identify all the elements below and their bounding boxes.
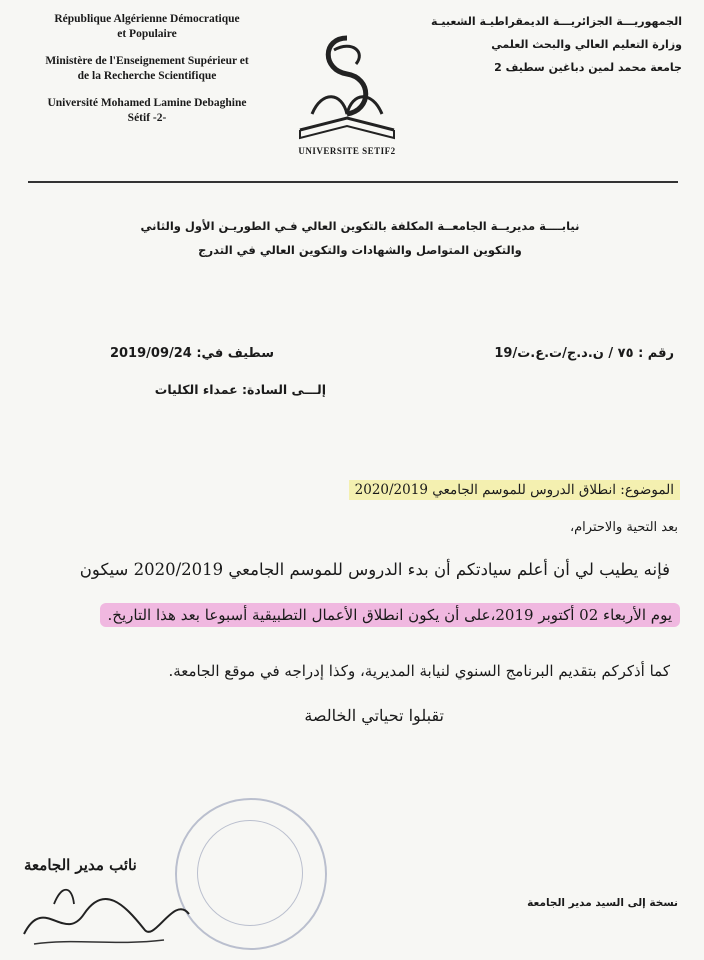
paragraph-3: كما أذكركم بتقديم البرنامج السنوي لنيابة المديرية، وكذا إدراجه في موقع الجامعة.: [168, 662, 670, 680]
greeting: بعد التحية والاحترام،: [569, 520, 678, 535]
paragraph-1: فإنه يطيب لي أن أعلم سيادتكم أن بدء الدروس للموسم الجامعي 2020/2019 سيكون: [79, 560, 670, 579]
fr-university-line1: Université Mohamed Lamine Debaghine: [47, 97, 247, 109]
subject-line: [349, 482, 680, 498]
header-ar: [422, 14, 682, 75]
ar-ministry-line: وزارة التعليم العالي والبحث العلمي: [491, 38, 682, 51]
office-title-line1: نيابــــة مديريــة الجامعــة المكلفة بالتكوين العالي فـي الطوريـن الأول والثاني: [140, 219, 580, 233]
university-emblem-icon: [292, 30, 402, 142]
copy-note: نسخة إلى السيد مدير الجامعة: [527, 897, 678, 909]
recipient-line: إلـــى السادة: عمداء الكليات: [154, 382, 326, 397]
ar-university-line: جامعة محمد لمين دباغين سطيف 2: [494, 61, 682, 74]
paragraph-2: [100, 606, 681, 624]
header-fr: [22, 12, 272, 126]
closing-line: تقبلوا تحياتي الخالصة: [304, 706, 444, 725]
fr-republic-line2: et Populaire: [117, 28, 177, 40]
subject-text: الموضوع: انطلاق الدروس للموسم الجامعي 2020/2019: [349, 480, 680, 500]
office-title: [90, 214, 630, 262]
fr-ministry-line1: Ministère de l'Enseignement Supérieur et: [45, 55, 249, 67]
reference-number: رقم : ٧٥ / ن.د.ج/ت.ع.ت/19: [494, 346, 674, 361]
office-title-line2: والتكوين المتواصل والشهادات والتكوين العالي في التدرج: [198, 243, 522, 257]
date-value: 2019/09/24: [109, 346, 192, 361]
signature-title: نائب مدير الجامعة: [24, 856, 137, 874]
header-divider: [28, 181, 678, 183]
university-logo: [292, 30, 402, 155]
fr-university-line2: Sétif -2-: [127, 112, 167, 124]
fr-republic-line1: République Algérienne Démocratique: [54, 13, 240, 25]
stamp-inner-ring: [197, 820, 303, 926]
official-stamp: [175, 798, 327, 950]
paragraph-2-text: يوم الأربعاء 02 أكتوبر 2019،على أن يكون انطلاق الأعمال التطبيقية أسبوعا بعد هذا التاريخ.: [100, 603, 681, 627]
date-line: [110, 346, 274, 361]
fr-ministry-line2: de la Recherche Scientifique: [77, 70, 217, 82]
logo-caption: UNIVERSITE SETIF2: [298, 146, 396, 156]
date-label: سطيف في:: [196, 346, 274, 361]
ar-republic-line: الجمهوريـــة الجزائريـــة الديمقراطيـة الشعبيـة: [430, 15, 682, 28]
handwritten-signature-icon: [14, 874, 194, 954]
